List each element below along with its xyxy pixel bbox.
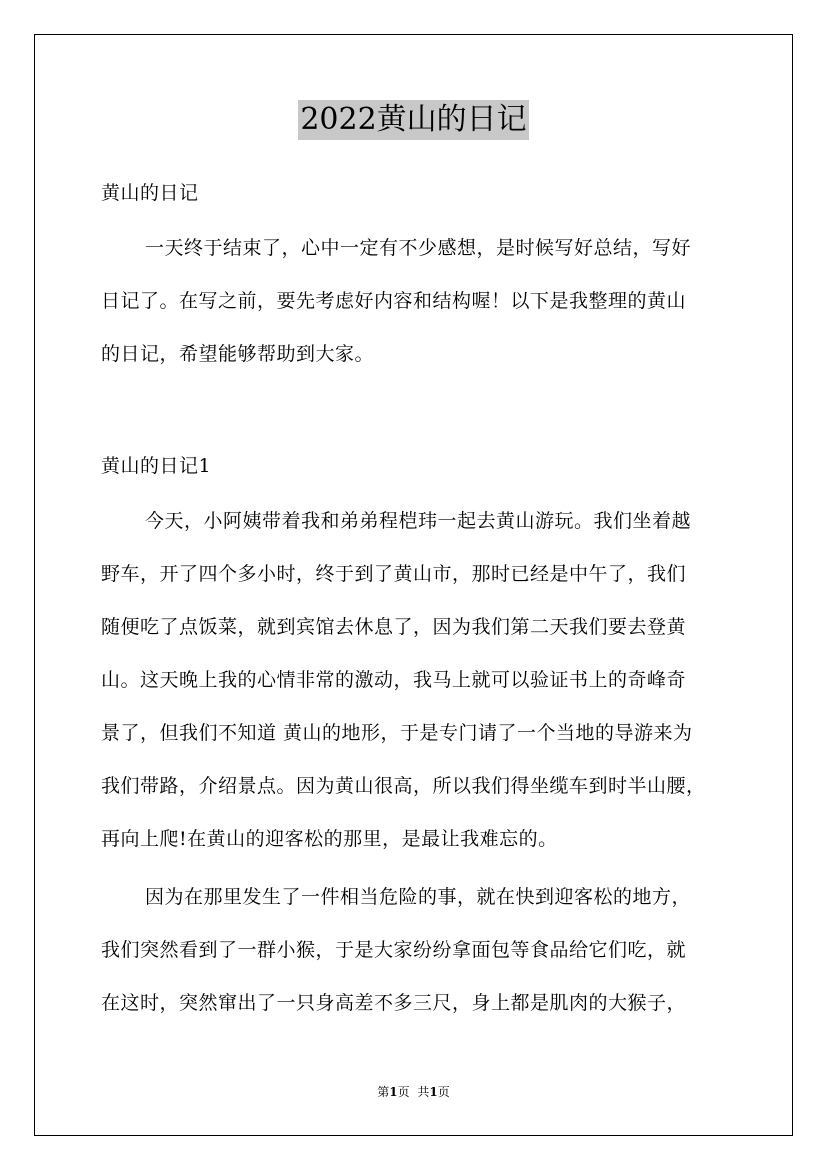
page-suffix: 页 (397, 1085, 410, 1099)
page-prefix: 第 (377, 1085, 390, 1099)
total-pages: 1 (429, 1085, 438, 1099)
page-number: 1 (389, 1085, 398, 1099)
paragraph-line: 再向上爬!在黄山的迎客松的那里，是最让我难忘的。 (101, 828, 558, 850)
intro-line: 的日记，希望能够帮助到大家。 (101, 343, 375, 365)
paragraph-line: 野车，开了四个多小时，终于到了黄山市，那时已经是中午了，我们 (101, 563, 687, 585)
paragraph-line: 山。这天晚上我的心情非常的激动，我马上就可以验证书上的奇峰奇 (101, 669, 687, 691)
total-suffix: 页 (437, 1085, 450, 1099)
page-footer (0, 1084, 827, 1100)
title-block (0, 100, 827, 140)
document-title: 2022黄山的日记 (298, 100, 528, 140)
paragraph-line: 今天，小阿姨带着我和弟弟程桤玮一起去黄山游玩。我们坐着越 (145, 510, 692, 532)
paragraph-line: 我们突然看到了一群小猴，于是大家纷纷拿面包等食品给它们吃，就 (101, 939, 687, 961)
paragraph-line: 我们带路，介绍景点。因为黄山很高，所以我们得坐缆车到时半山腰， (101, 775, 706, 797)
intro-line: 日记了。在写之前，要先考虑好内容和结构喔！以下是我整理的黄山 (101, 290, 687, 312)
section-heading: 黄山的日记1 (101, 455, 212, 477)
paragraph-line: 随便吃了点饭菜，就到宾馆去休息了，因为我们第二天我们要去登黄 (101, 616, 687, 638)
paragraph-line: 因为在那里发生了一件相当危险的事，就在快到迎客松的地方， (145, 886, 692, 908)
subtitle: 黄山的日记 (101, 182, 199, 204)
paragraph-line: 在这时，突然窜出了一只身高差不多三尺，身上都是肌肉的大猴子， (101, 992, 687, 1014)
paragraph-line: 景了，但我们不知道 黄山的地形，于是专门请了一个当地的导游来为 (101, 722, 693, 744)
total-prefix: 共 (417, 1085, 430, 1099)
intro-line: 一天终于结束了，心中一定有不少感想，是时候写好总结，写好 (145, 237, 692, 259)
